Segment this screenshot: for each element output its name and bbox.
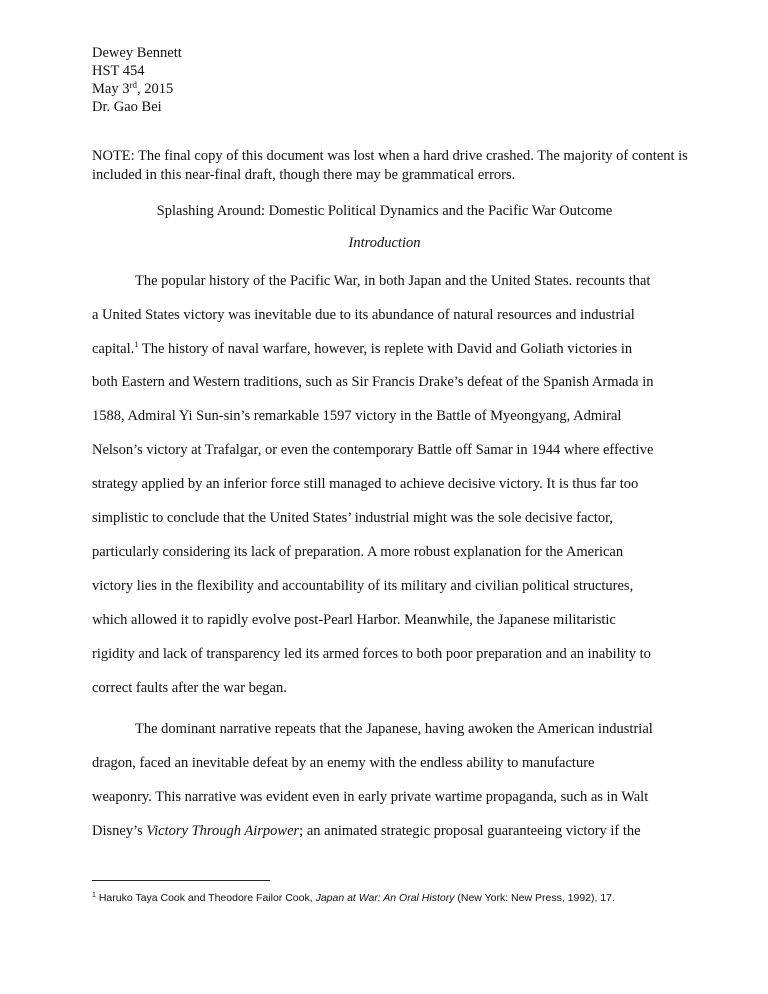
section-heading: Introduction [348,235,421,251]
course-code: HST 454 [92,63,145,79]
submission-date: May 3rd, 2015 [92,80,174,97]
paper-title: Splashing Around: Domestic Political Dynamics and the Pacific War Outcome [156,203,613,219]
footnote-separator [92,880,270,881]
body-line: weaponry. This narrative was evident even in early private wartime propaganda, such as in Walt [92,789,649,805]
body-line: dragon, faced an inevitable defeat by an enemy with the endless ability to manufacture [92,755,595,771]
author-name: Dewey Bennett [92,45,182,61]
body-line: rigidity and lack of transparency led its armed forces to both poor preparation and an inability to [92,646,651,662]
body-line: a United States victory was inevitable due to its abundance of natural resources and industrial [92,307,635,323]
body-line: Disney’s Victory Through Airpower; an animated strategic proposal guaranteeing victory if the [92,823,641,839]
body-line: strategy applied by an inferior force still managed to achieve decisive victory. It is thus far too [92,476,639,492]
body-line: both Eastern and Western traditions, such as Sir Francis Drake’s defeat of the Spanish Armada in [92,374,654,390]
footnote-ref: 1 [134,339,139,349]
body-line: particularly considering its lack of preparation. A more robust explanation for the American [92,544,624,560]
body-line: victory lies in the flexibility and accountability of its military and civilian political structures, [92,578,634,594]
body-line: The popular history of the Pacific War, in both Japan and the United States. recounts that [135,273,651,289]
draft-note: NOTE: The final copy of this document was lost when a hard drive crashed. The majority of content is included in this near-final draft, though there may be grammatical errors. [92,148,688,183]
film-title: Victory Through Airpower [146,823,300,839]
body-line: correct faults after the war began. [92,680,287,696]
body-line: simplistic to conclude that the United States’ industrial might was the sole decisive factor, [92,510,614,526]
footnote: $^1$ Haruko Taya Cook and Theodore Failor Cook, Japan at War: An Oral History (New York: New Press, 1992), 17. [92,892,615,904]
body-line: which allowed it to rapidly evolve post-Pearl Harbor. Meanwhile, the Japanese militaristic [92,612,616,628]
body-line: The dominant narrative repeats that the Japanese, having awoken the American industrial [135,721,653,737]
body-line: 1588, Admiral Yi Sun-sin’s remarkable 1597 victory in the Battle of Myeongyang, Admiral [92,408,622,424]
body-line: capital.$^1$ The history of naval warfare, however, is replete with David and Goliath victories in [92,339,633,357]
instructor-name: Dr. Gao Bei [92,99,162,115]
body-line: Nelson’s victory at Trafalgar, or even the contemporary Battle off Samar in 1944 where effective [92,442,654,458]
